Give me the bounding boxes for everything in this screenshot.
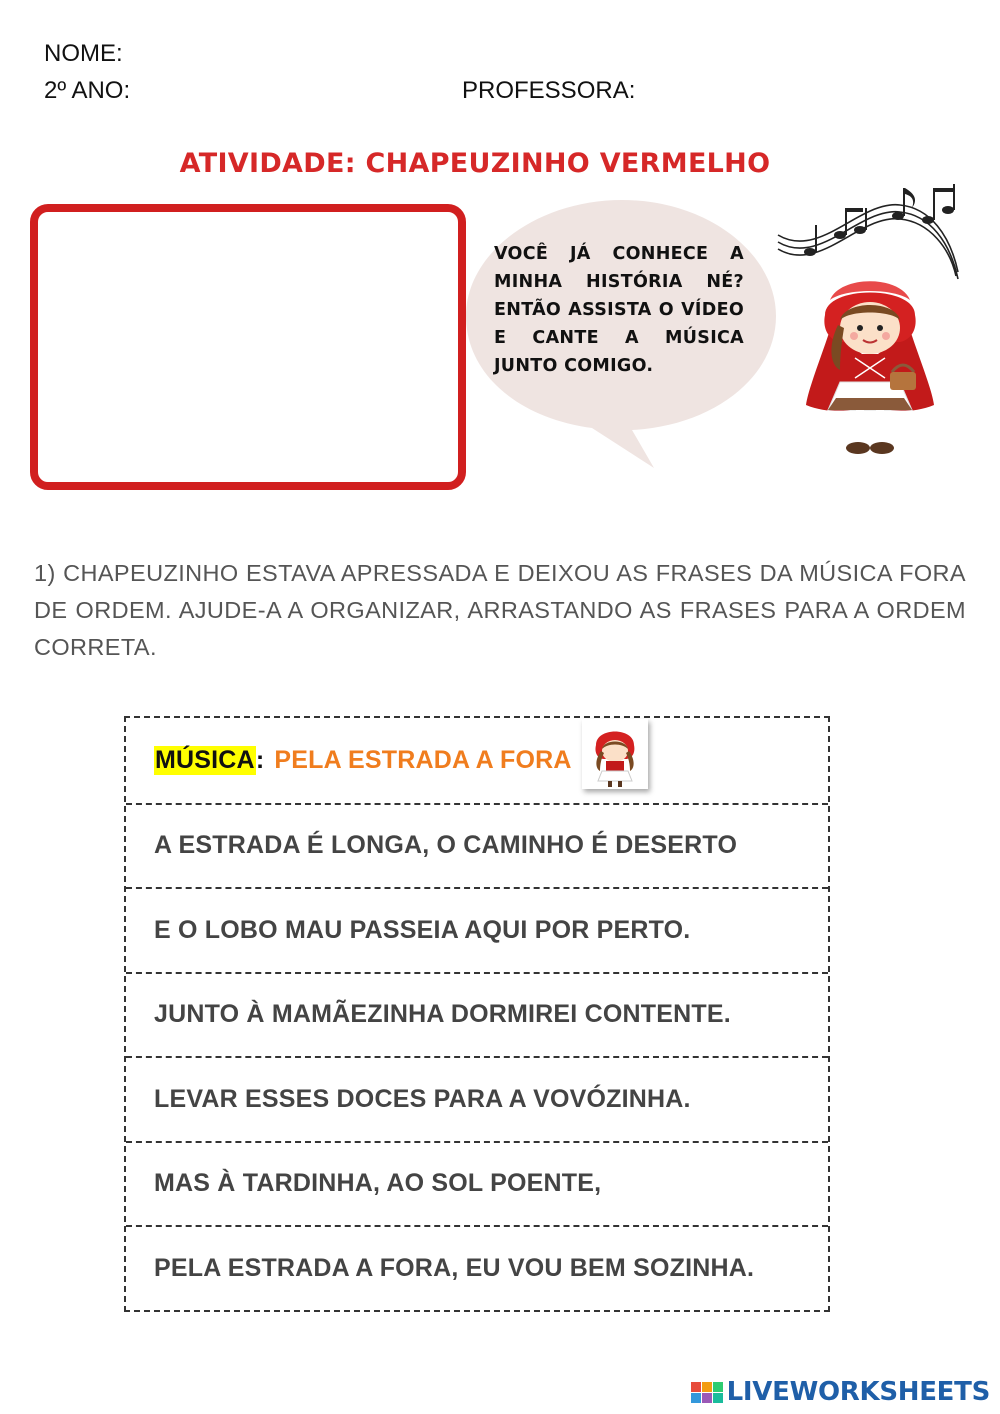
song-line-draggable[interactable]: A ESTRADA É LONGA, O CAMINHO É DESERTO — [126, 803, 828, 888]
speech-bubble-text: VOCÊ JÁ CONHECE A MINHA HISTÓRIA NÉ? ENTÃO ASSISTA O VÍDEO E CANTE A MÚSICA JUNTO COMIGO. — [494, 244, 744, 376]
page-title: ATIVIDADE: CHAPEUZINHO VERMELHO — [179, 148, 771, 179]
song-line-draggable[interactable]: PELA ESTRADA A FORA, EU VOU BEM SOZINHA. — [126, 1225, 828, 1310]
song-label-separator: : — [255, 745, 265, 774]
song-title: PELA ESTRADA A FORA — [274, 745, 572, 774]
instruction-text: 1) CHAPEUZINHO ESTAVA APRESSADA E DEIXOU AS FRASES DA MÚSICA FORA DE ORDEM. AJUDE-A A ORGANIZAR, ARRASTANDO AS FRASES PARA A ORDEM CORRETA. — [34, 560, 966, 660]
song-header-row — [126, 718, 828, 803]
grade-label: 2º ANO: — [44, 77, 131, 104]
song-line-draggable[interactable]: JUNTO À MAMÃEZINHA DORMIREI CONTENTE. — [126, 972, 828, 1057]
liveworksheets-logo[interactable] — [691, 1377, 990, 1407]
name-label: NOME: — [44, 40, 123, 67]
song-line-draggable[interactable]: MAS À TARDINHA, AO SOL POENTE, — [126, 1141, 828, 1226]
video-player-frame[interactable] — [30, 204, 466, 490]
liveworksheets-logo-icon — [691, 1382, 723, 1403]
liveworksheets-brand-text: LIVEWORKSHEETS — [726, 1377, 990, 1407]
music-notes-icon — [770, 180, 965, 280]
song-label: MÚSICA — [155, 745, 255, 774]
teacher-label: PROFESSORA: — [462, 77, 636, 104]
song-line-draggable[interactable]: LEVAR ESSES DOCES PARA A VOVÓZINHA. — [126, 1056, 828, 1141]
red-riding-hood-illustration — [800, 270, 940, 470]
red-riding-hood-thumbnail — [582, 719, 648, 789]
song-ordering-table — [124, 716, 830, 1312]
song-line-draggable[interactable]: E O LOBO MAU PASSEIA AQUI POR PERTO. — [126, 887, 828, 972]
